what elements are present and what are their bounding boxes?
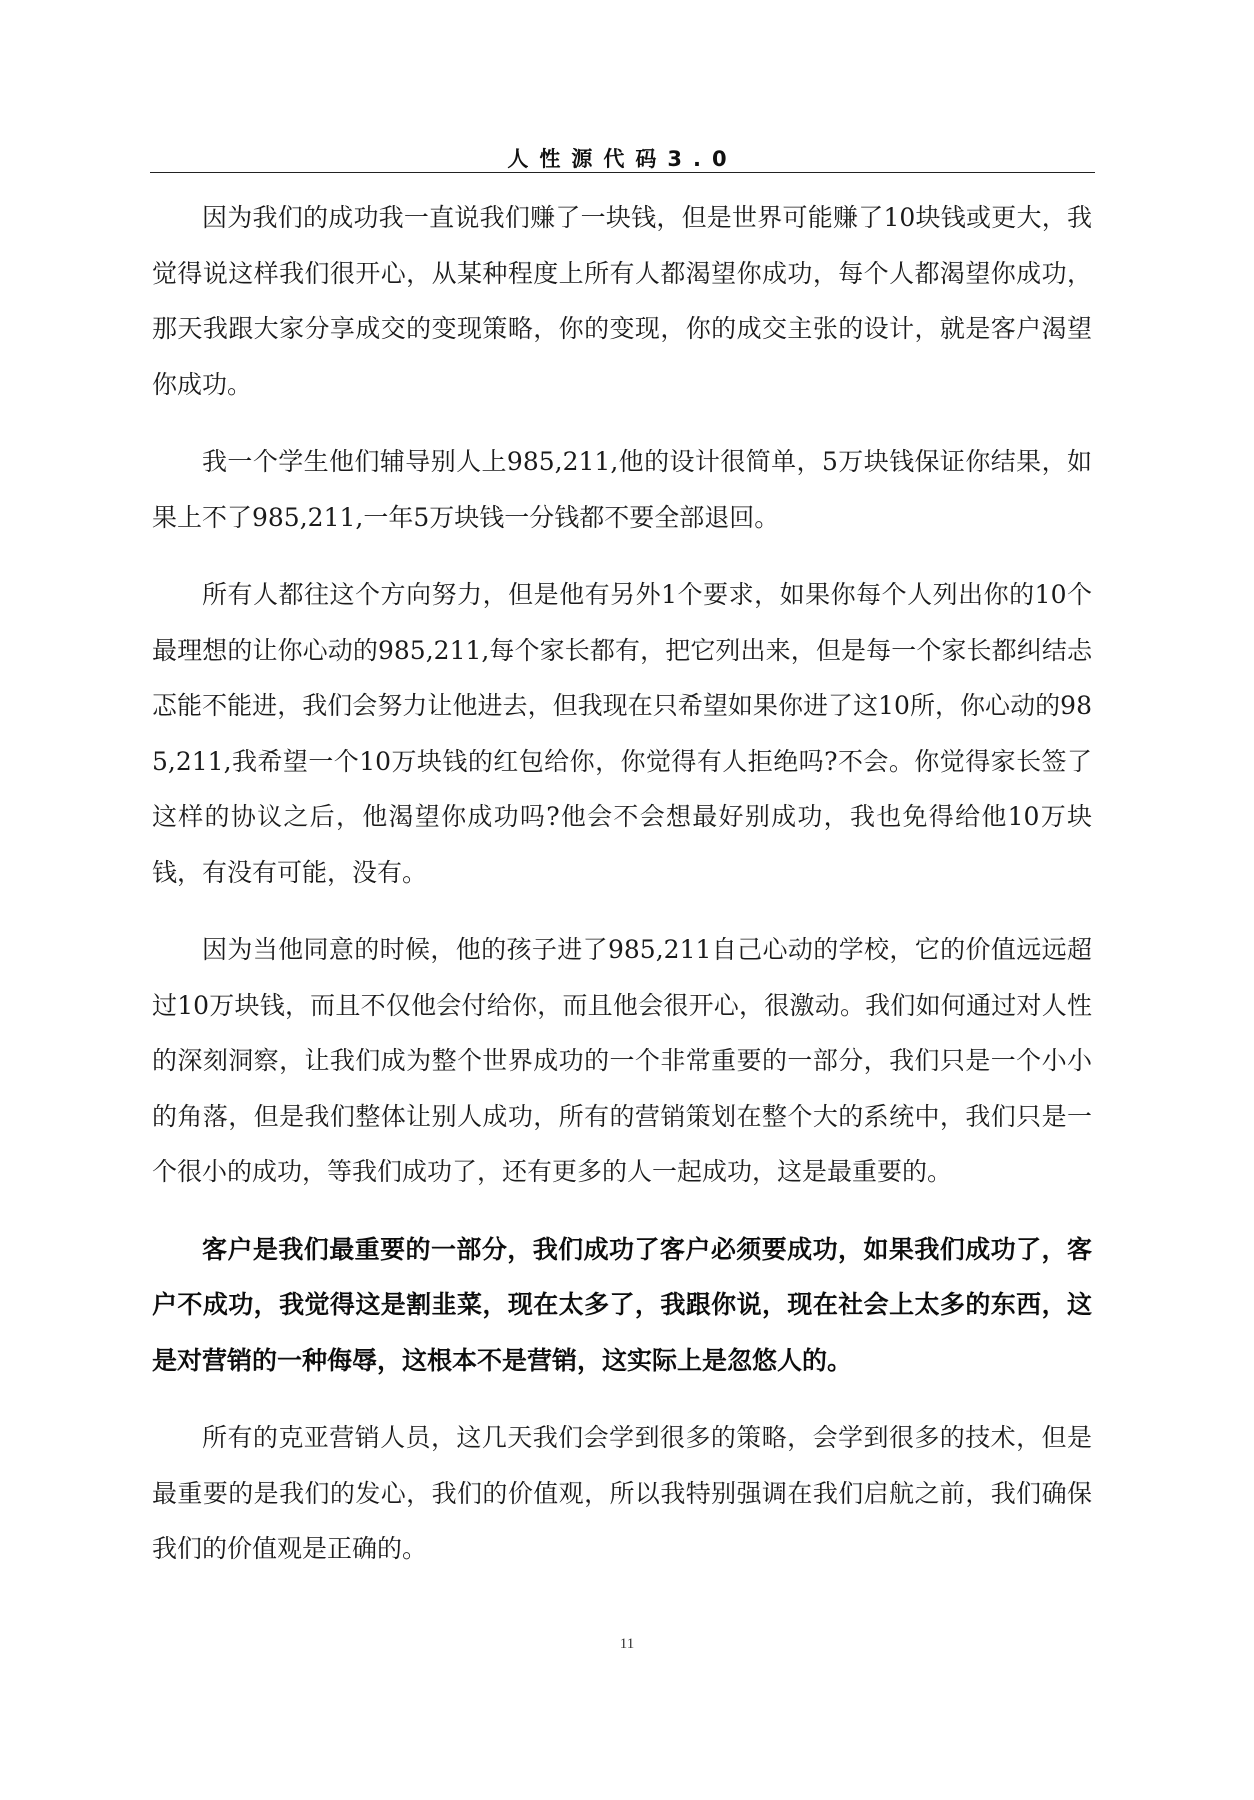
header-divider — [150, 172, 1095, 173]
paragraph-5-emphasis: 客户是我们最重要的一部分，我们成功了客户必须要成功，如果我们成功了，客户不成功，我觉得这是割韭菜，现在太多了，我跟你说，现在社会上太多的东西，这是对营销的一种侮辱，这根本不是营销，这实际上是忽悠人的。 — [152, 1234, 1092, 1375]
paragraph-2: 我一个学生他们辅导别人上985,211,他的设计很简单，5万块钱保证你结果，如果上不了985,211,一年5万块钱一分钱都不要全部退回。 — [152, 447, 1092, 532]
paragraph-4: 因为当他同意的时候，他的孩子进了985,211自己心动的学校，它的价值远远超过10万块钱，而且不仅他会付给你，而且他会很开心，很激动。我们如何通过对人性的深刻洞察，让我们成为整个世界成功的一个非常重要的一部分，我们只是一个小小的角落，但是我们整体让别人成功，所有的营销策划在整个大的系统中，我们只是一个很小的成功，等我们成功了，还有更多的人一起成功，这是最重要的。 — [152, 935, 1092, 1186]
paragraph-3: 所有人都往这个方向努力，但是他有另外1个要求，如果你每个人列出你的10个最理想的让你心动的985,211,每个家长都有，把它列出来，但是每一个家长都纠结忐忑能不能进，我们会努力让他进去，但我现在只希望如果你进了这10所，你心动的985,211,我希望一个10万块钱的红包给你，你觉得有人拒绝吗?不会。你觉得家长签了这样的协议之后，他渴望你成功吗?他会不会想最好别成功，我也免得给他10万块钱，有没有可能，没有。 — [152, 580, 1092, 887]
page-number: 11 — [619, 1636, 635, 1652]
body-text — [152, 190, 1092, 1599]
running-header-title: 人性源代码3.0 — [507, 147, 738, 171]
paragraph-1: 因为我们的成功我一直说我们赚了一块钱，但是世界可能赚了10块钱或更大，我觉得说这样我们很开心，从某种程度上所有人都渴望你成功，每个人都渴望你成功，那天我跟大家分享成交的变现策略，你的变现，你的成交主张的设计，就是客户渴望你成功。 — [152, 203, 1092, 399]
paragraph-6: 所有的克亚营销人员，这几天我们会学到很多的策略，会学到很多的技术，但是最重要的是我们的发心，我们的价值观，所以我特别强调在我们启航之前，我们确保我们的价值观是正确的。 — [152, 1423, 1092, 1563]
